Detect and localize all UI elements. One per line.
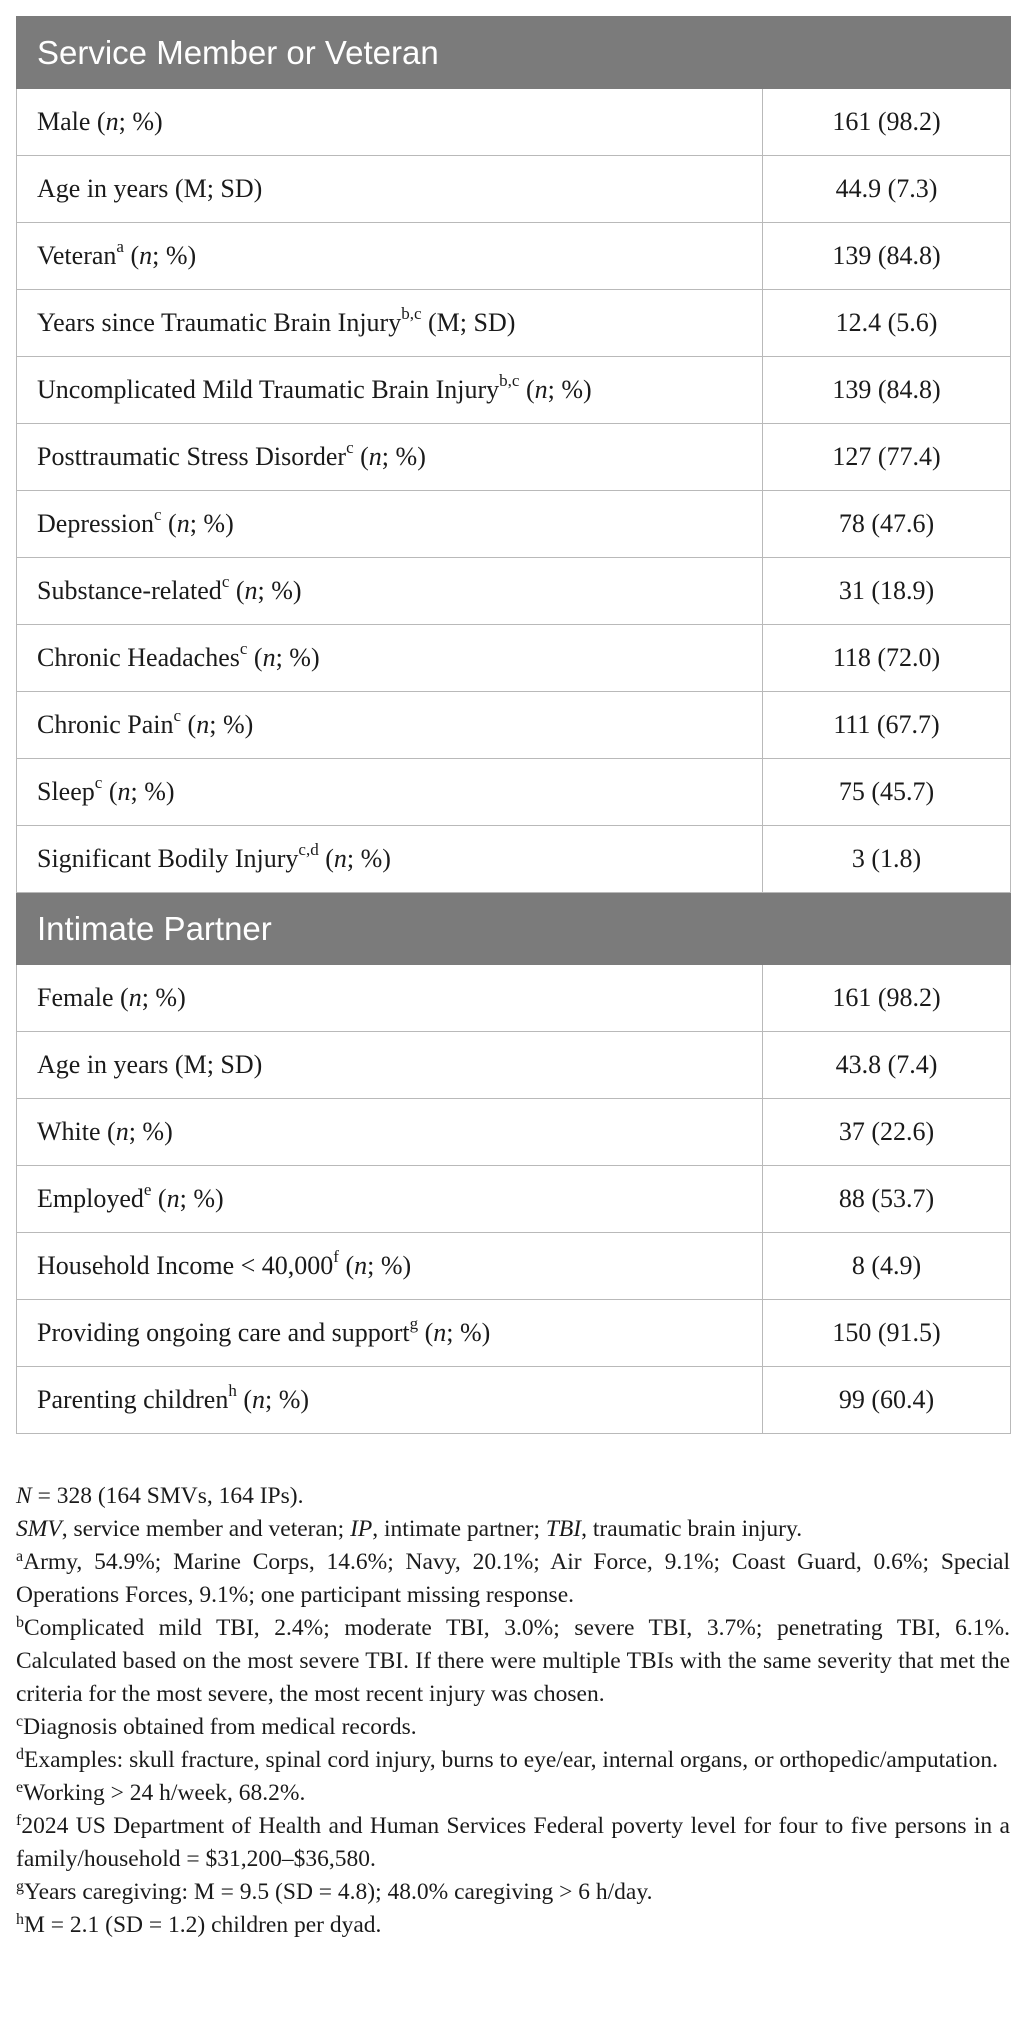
footnote-text: 2024 US Department of Health and Human Services Federal poverty level for four to five persons in a family/household = $31,200–$36,580.	[16, 1813, 1010, 1872]
stat-variable: n	[139, 241, 153, 270]
footnote-mark: d	[16, 1746, 24, 1763]
table-row	[17, 491, 1011, 558]
footnote	[16, 1612, 1010, 1711]
footnote-text: Army, 54.9%; Marine Corps, 14.6%; Navy, 20.1%; Air Force, 9.1%; Coast Guard, 0.6%; Special Operations Forces, 9.1%; one participant missing response.	[16, 1549, 1010, 1608]
table-row	[17, 89, 1011, 156]
row-label: Providing ongoing care and support	[37, 1318, 410, 1347]
table-row	[17, 965, 1011, 1032]
row-label: Years since Traumatic Brain Injury	[37, 308, 402, 337]
row-value: 161 (98.2)	[763, 965, 1011, 1032]
abbreviation-term: IP	[350, 1516, 373, 1542]
row-label: Uncomplicated Mild Traumatic Brain Injury	[37, 375, 500, 404]
row-label-cell: Age in years (M; SD)	[17, 156, 763, 223]
row-value: 31 (18.9)	[763, 558, 1011, 625]
row-value: 88 (53.7)	[763, 1166, 1011, 1233]
row-value: 3 (1.8)	[763, 826, 1011, 893]
table-row	[17, 424, 1011, 491]
footnote-text: Years caregiving: M = 9.5 (SD = 4.8); 48.0% caregiving > 6 h/day.	[24, 1879, 653, 1905]
table-row	[17, 759, 1011, 826]
footnote-text: Complicated mild TBI, 2.4%; moderate TBI, 3.0%; severe TBI, 3.7%; penetrating TBI, 6.1%. Calculated based on the most severe TBI. If there were multiple TBIs with the same severity that met the criteria for the most severe, the most recent injury was chosen.	[16, 1615, 1010, 1707]
footnote-marker: c	[153, 505, 162, 525]
row-label-cell: Veteran$^a$ (n; %)	[17, 223, 763, 290]
row-label: Household Income < 40,000	[37, 1251, 334, 1280]
footnote-marker: e	[143, 1180, 152, 1200]
footnote-text: M = 2.1 (SD = 1.2) children per dyad.	[24, 1912, 382, 1938]
footnote-mark: h	[16, 1911, 24, 1928]
section-header-row	[17, 893, 1011, 965]
sample-size-text: = 328 (164 SMVs, 164 IPs).	[31, 1483, 304, 1509]
row-label-cell: Employed$^e$ (n; %)	[17, 1166, 763, 1233]
row-label-cell: Sleep$^c$ (n; %)	[17, 759, 763, 826]
table-row	[17, 1099, 1011, 1166]
footnote-marker: c	[239, 639, 248, 659]
row-value: 8 (4.9)	[763, 1233, 1011, 1300]
stat-variable: n	[333, 844, 347, 873]
row-label-cell: White (n; %)	[17, 1099, 763, 1166]
footnote	[16, 1909, 1010, 1942]
stat-variable: n	[166, 1184, 180, 1213]
stat-descriptor: ; %	[257, 576, 293, 605]
row-label: Chronic Pain	[37, 710, 174, 739]
row-label-cell: Providing ongoing care and support$^g$ (n; %)	[17, 1300, 763, 1367]
row-label: Depression	[37, 509, 154, 538]
table-row	[17, 290, 1011, 357]
table-row	[17, 558, 1011, 625]
footnote-marker: b,c	[499, 371, 520, 391]
row-label-cell: Age in years (M; SD)	[17, 1032, 763, 1099]
footnote-marker: c	[173, 706, 182, 726]
abbreviation-definition: , traumatic brain injury.	[581, 1516, 803, 1542]
demographics-table-container	[16, 16, 1010, 1434]
sample-size-symbol: N	[16, 1483, 32, 1509]
row-value: 12.4 (5.6)	[763, 290, 1011, 357]
row-label-cell: Substance-related$^c$ (n; %)	[17, 558, 763, 625]
stat-descriptor: ; %	[381, 442, 418, 471]
footnote-mark: e	[16, 1779, 24, 1796]
stat-variable: n	[354, 1251, 368, 1280]
table-row	[17, 357, 1011, 424]
stat-descriptor: M; SD	[436, 308, 507, 337]
abbreviation-term: TBI	[545, 1516, 582, 1542]
row-label-cell: Chronic Headaches$^c$ (n; %)	[17, 625, 763, 692]
table-row	[17, 692, 1011, 759]
stat-descriptor: ; %	[346, 844, 383, 873]
row-value: 99 (60.4)	[763, 1367, 1011, 1434]
row-label: Sleep	[37, 777, 95, 806]
stat-descriptor: M; SD	[183, 174, 254, 203]
row-label: White	[37, 1117, 101, 1146]
footnote-marker: c,d	[298, 840, 319, 860]
row-value: 118 (72.0)	[763, 625, 1011, 692]
stat-descriptor: ; %	[209, 710, 245, 739]
abbreviation-term: SMV	[16, 1516, 62, 1542]
stat-descriptor: ; %	[265, 1385, 301, 1414]
table-row	[17, 156, 1011, 223]
abbreviation-definition: , service member and veteran;	[61, 1516, 351, 1542]
footnote	[16, 1777, 1010, 1810]
row-value: 44.9 (7.3)	[763, 156, 1011, 223]
row-label: Substance-related	[37, 576, 222, 605]
row-value: 150 (91.5)	[763, 1300, 1011, 1367]
footnote	[16, 1744, 1010, 1777]
table-row	[17, 1367, 1011, 1434]
footnote-marker: c	[346, 438, 354, 458]
row-label-cell: Uncomplicated Mild Traumatic Brain Injury$^{b,c}$ (n; %)	[17, 357, 763, 424]
footnote-mark: f	[16, 1812, 22, 1829]
row-label-cell: Depression$^c$ (n; %)	[17, 491, 763, 558]
row-label-cell: Years since Traumatic Brain Injury$^{b,c}$ (M; SD)	[17, 290, 763, 357]
row-label-cell: Chronic Pain$^c$ (n; %)	[17, 692, 763, 759]
table-row	[17, 625, 1011, 692]
row-value: 139 (84.8)	[763, 357, 1011, 424]
stat-descriptor: ; %	[547, 375, 584, 404]
footnote	[16, 1876, 1010, 1909]
table-row	[17, 826, 1011, 893]
row-value: 78 (47.6)	[763, 491, 1011, 558]
footnote-text: Diagnosis obtained from medical records.	[23, 1714, 417, 1740]
table-row	[17, 223, 1011, 290]
footnote-mark: g	[16, 1878, 24, 1895]
row-label-cell: Posttraumatic Stress Disorder$^c$ (n; %)	[17, 424, 763, 491]
row-label: Age in years	[37, 174, 169, 203]
stat-descriptor: ; %	[446, 1318, 482, 1347]
note-sample-size	[16, 1480, 1010, 1513]
stat-variable: n	[244, 576, 258, 605]
row-value: 139 (84.8)	[763, 223, 1011, 290]
stat-variable: n	[534, 375, 548, 404]
stat-descriptor: ; %	[275, 643, 311, 672]
row-label: Female	[37, 983, 114, 1012]
section-header-row	[17, 17, 1011, 89]
row-label-cell: Male (n; %)	[17, 89, 763, 156]
demographics-table	[16, 16, 1011, 1434]
footnote	[16, 1546, 1010, 1612]
stat-variable: n	[117, 777, 131, 806]
stat-variable: n	[105, 107, 119, 136]
footnote-marker: g	[409, 1314, 419, 1334]
footnote-text: Working > 24 h/week, 68.2%.	[23, 1780, 306, 1806]
footnote	[16, 1711, 1010, 1744]
row-label-cell: Female (n; %)	[17, 965, 763, 1032]
stat-descriptor: ; %	[118, 107, 154, 136]
row-value: 127 (77.4)	[763, 424, 1011, 491]
row-label: Posttraumatic Stress Disorder	[37, 442, 347, 471]
stat-descriptor: ; %	[179, 1184, 215, 1213]
stat-variable: n	[368, 442, 382, 471]
footnote-marker: h	[228, 1381, 237, 1401]
row-label: Veteran	[37, 241, 117, 270]
row-label-cell: Household Income < 40,000$^f$ (n; %)	[17, 1233, 763, 1300]
footnote-mark: a	[16, 1548, 24, 1565]
row-label-cell: Parenting children$^h$ (n; %)	[17, 1367, 763, 1434]
stat-descriptor: ; %	[367, 1251, 403, 1280]
abbreviation-definition: , intimate partner;	[372, 1516, 546, 1542]
stat-variable: n	[115, 1117, 129, 1146]
stat-variable: n	[433, 1318, 447, 1347]
section-title: Service Member or Veteran	[17, 17, 1011, 89]
section-title: Intimate Partner	[17, 893, 1011, 965]
row-label: Employed	[37, 1184, 144, 1213]
footnote-marker: c	[94, 773, 103, 793]
row-value: 37 (22.6)	[763, 1099, 1011, 1166]
row-label: Significant Bodily Injury	[37, 844, 299, 873]
row-value: 161 (98.2)	[763, 89, 1011, 156]
footnote-mark: b	[16, 1614, 24, 1631]
footnote-marker: f	[333, 1247, 339, 1267]
footnote-mark: c	[16, 1713, 24, 1730]
row-label: Chronic Headaches	[37, 643, 240, 672]
stat-descriptor: M; SD	[183, 1050, 254, 1079]
stat-variable: n	[128, 983, 142, 1012]
stat-descriptor: ; %	[128, 1117, 165, 1146]
row-label-cell: Significant Bodily Injury$^{c,d}$ (n; %)	[17, 826, 763, 893]
footnote-marker: c	[221, 572, 230, 592]
footnote	[16, 1810, 1010, 1876]
stat-descriptor: ; %	[141, 983, 178, 1012]
row-value: 75 (45.7)	[763, 759, 1011, 826]
table-row	[17, 1032, 1011, 1099]
stat-variable: n	[196, 710, 210, 739]
footnote-marker: b,c	[401, 304, 422, 324]
row-label: Male	[37, 107, 91, 136]
table-row	[17, 1300, 1011, 1367]
stat-variable: n	[262, 643, 276, 672]
stat-descriptor: ; %	[130, 777, 166, 806]
stat-descriptor: ; %	[189, 509, 226, 538]
footnote-text: Examples: skull fracture, spinal cord injury, burns to eye/ear, internal organs, or orthopedic/amputation.	[24, 1747, 999, 1773]
stat-descriptor: ; %	[152, 241, 188, 270]
stat-variable: n	[176, 509, 190, 538]
row-label: Age in years	[37, 1050, 169, 1079]
footnote-marker: a	[116, 237, 124, 257]
table-row	[17, 1166, 1011, 1233]
table-notes	[16, 1480, 1010, 1942]
stat-variable: n	[252, 1385, 266, 1414]
note-abbreviations	[16, 1513, 1010, 1546]
row-value: 43.8 (7.4)	[763, 1032, 1011, 1099]
row-label: Parenting children	[37, 1385, 229, 1414]
table-row	[17, 1233, 1011, 1300]
row-value: 111 (67.7)	[763, 692, 1011, 759]
